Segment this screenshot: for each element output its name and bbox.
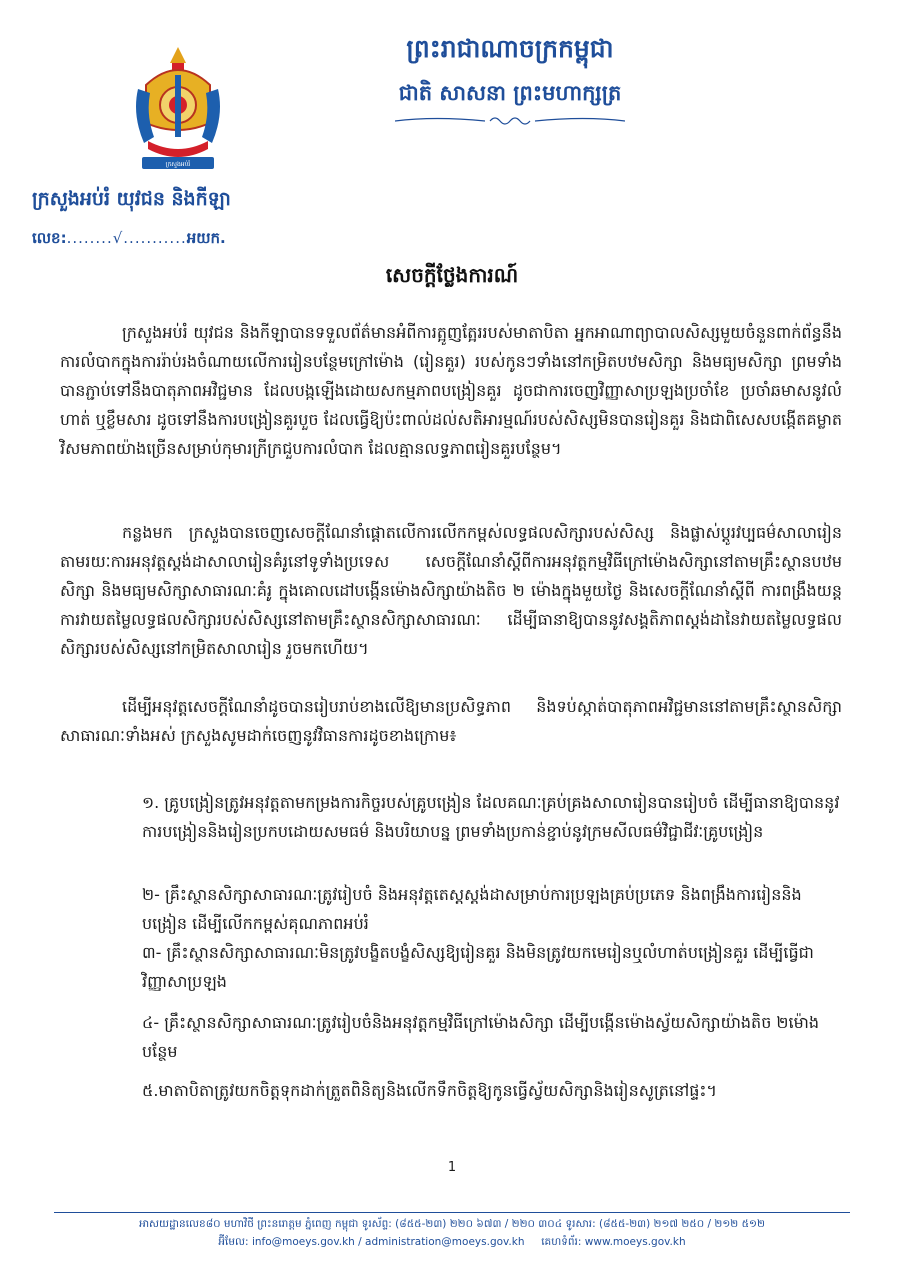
measure-1: ១. គ្រូបង្រៀនត្រូវអនុវត្តតាមកម្រងការកិច្ចរបស់គ្រូបង្រៀន ដែលគណៈគ្រប់គ្រងសាលារៀនបានរៀបចំ ដើម្បីធានាឱ្យបាននូវការបង្រៀននិងរៀនប្រកបដោយសមធម៌ និងបរិយាបន្ន ព្រមទាំងប្រកាន់ខ្ជាប់នូវក្រមសីលធម៌វិជ្ជាជីវៈគ្រូបង្រៀន — [142, 793, 840, 841]
ref-label: លេខ: — [32, 229, 67, 247]
paragraph-text: កន្លងមក ក្រសួងបានចេញសេចក្តីណែនាំផ្តោតលើការលើកកម្ពស់លទ្ធផលសិក្សារបស់សិស្ស និងផ្លាស់ប្តូរវប្បធម៌សាលារៀន តាមរយៈការអនុវត្តស្តង់ដាសាលារៀនគំរូនៅទូទាំងប្រទេស សេចក្តីណែនាំស្តីពីការអនុវត្តកម្មវិធីក្រៅម៉ោងសិក្សានៅតាមគ្រឹះស្ថានបឋមសិក្សា និងមធ្យមសិក្សាសាធារណៈគំរូ ក្នុងគោលដៅបង្កើនម៉ោងសិក្សាយ៉ាងតិច ២ ម៉ោងក្នុងមួយថ្ងៃ និងសេចក្តីណែនាំស្តីពី ការពង្រឹងយន្តការវាយតម្លៃលទ្ធផលសិក្សារបស់សិស្សនៅតាមគ្រឹះស្ថានសិក្សាសាធារណៈ ដើម្បីធានាឱ្យបាននូវសង្គតិភាពស្តង់ដានៃវាយតម្លៃលទ្ធផលសិក្សារបស់សិស្សនៅកម្រិតសាលារៀន រួចមកហើយ។ — [60, 523, 842, 658]
ref-suffix: អយក. — [186, 229, 226, 247]
measure-2: ២- គ្រឹះស្ថានសិក្សាសាធារណៈត្រូវរៀបចំ និងអនុវត្តតេស្តស្តង់ដាសម្រាប់ការប្រឡងគ្រប់ប្រភេទ និងពង្រឹងការរៀននិងបង្រៀន ដើម្បីលើកកម្ពស់គុណភាពអប់រំ — [142, 885, 802, 933]
footer-address: អាសយដ្ឋានលេខ៨០ មហាវិថី ព្រះនរោត្តម ភ្នំពេញ កម្ពុជា ទូរស័ព្ទ: (៨៥៥-២៣) ២២០ ៦៧៣ / ២២០ ៣០៤ ទូរសារ: (៨៥៥-២៣) ២១៧ ២៥០ / ២១២ ៥១២ — [139, 1218, 765, 1230]
national-motto: ជាតិ សាសនា ព្រះមហាក្សត្រ — [398, 80, 622, 105]
paragraph-2 — [60, 518, 842, 663]
paragraph-text: ក្រសួងអប់រំ យុវជន និងកីឡាបានទទួលព័ត៌មានអំពីការត្អូញត្អែររបស់មាតាបិតា អ្នកអាណាព្យាបាលសិស្សមួយចំនួនពាក់ព័ន្ធនឹងការលំបាកក្នុងការរ៉ាប់រងចំណាយលើការរៀនបន្ថែមក្រៅម៉ោង (រៀនគួរ) របស់កូនៗទាំងនៅកម្រិតបឋមសិក្សា និងមធ្យមសិក្សា ព្រមទាំងបានភ្ជាប់ទៅនឹងបាតុភាពអវិជ្ជមាន ដែលបង្កឡើងដោយសកម្មភាពបង្រៀនគួរ ដូចជាការចេញវិញ្ញាសាប្រឡងប្រចាំខែ ប្រចាំឆមាសនូវលំហាត់ ឬខ្លឹមសារ ដូចទៅនឹងការបង្រៀនគួរបួច ដែលធ្វើឱ្យប៉ះពាល់ដល់សតិអារម្មណ៍របស់សិស្សមិនបានរៀនគួរ និងជាពិសេសបង្កើតគម្លាតវិសមភាពយ៉ាងច្រើនសម្រាប់កុមារក្រីក្រជួបការលំបាក ដែលគ្មានលទ្ធភាពរៀនគួរបន្ថែម។ — [60, 323, 842, 458]
kingdom-name: ព្រះរាជាណាចក្រកម្ពុជា — [406, 34, 614, 63]
ornament-divider-icon — [395, 114, 625, 128]
document-title: សេចក្តីថ្លែងការណ៍ — [385, 263, 519, 287]
footer-contacts — [54, 1236, 850, 1251]
email-label: អ៊ីមែល: — [218, 1236, 249, 1248]
page-number: 1 — [447, 1160, 457, 1175]
measure-4: ៤- គ្រឹះស្ថានសិក្សាសាធារណៈត្រូវរៀបចំនិងអនុវត្តកម្មវិធីក្រៅម៉ោងសិក្សា ដើម្បីបង្កើនម៉ោងស្វ័យសិក្សាយ៉ាងតិច ២ម៉ោងបន្ថែម — [142, 1013, 820, 1061]
email-link[interactable]: info@moeys.gov.kh / administration@moeys.gov.kh — [251, 1236, 525, 1248]
web-label: គេហទំព័រ: — [541, 1236, 582, 1248]
ministry-name: ក្រសួងអប់រំ យុវជន និងកីឡា — [32, 188, 231, 210]
royal-emblem-icon — [128, 45, 228, 177]
reference-number — [32, 229, 226, 251]
svg-text:ក្រសួងអប់រំ: ក្រសួងអប់រំ — [165, 161, 191, 168]
paragraph-text: ដើម្បីអនុវត្តសេចក្តីណែនាំដូចបានរៀបរាប់ខាងលើឱ្យមានប្រសិទ្ធភាព និងទប់ស្កាត់បាតុភាពអវិជ្ជមាននៅតាមគ្រឹះស្ថានសិក្សាសាធារណៈទាំងអស់ ក្រសួងសូមដាក់ចេញនូវវិធានការដូចខាងក្រោម៖ — [60, 697, 842, 745]
measure-5: ៥.មាតាបិតាត្រូវយកចិត្តទុកដាក់ត្រួតពិនិត្យនិងលើកទឹកចិត្តឱ្យកូនធ្វើស្វ័យសិក្សានិងរៀនសូត្រនៅផ្ទះ។ — [142, 1081, 717, 1100]
paragraph-3 — [60, 692, 842, 750]
footer-divider — [54, 1212, 850, 1213]
paragraph-1 — [60, 318, 842, 463]
ref-number: ........√........... — [66, 229, 187, 247]
measure-3: ៣- គ្រឹះស្ថានសិក្សាសាធារណៈមិនត្រូវបង្ខិតបង្ខំសិស្សឱ្យរៀនគួរ និងមិនត្រូវយកមេរៀនឬលំហាត់បង្រៀនគួរ ដើម្បីធ្វើជាវិញ្ញាសាប្រឡង — [142, 943, 814, 991]
header-block — [300, 34, 720, 111]
web-link[interactable]: www.moeys.gov.kh — [584, 1236, 686, 1248]
